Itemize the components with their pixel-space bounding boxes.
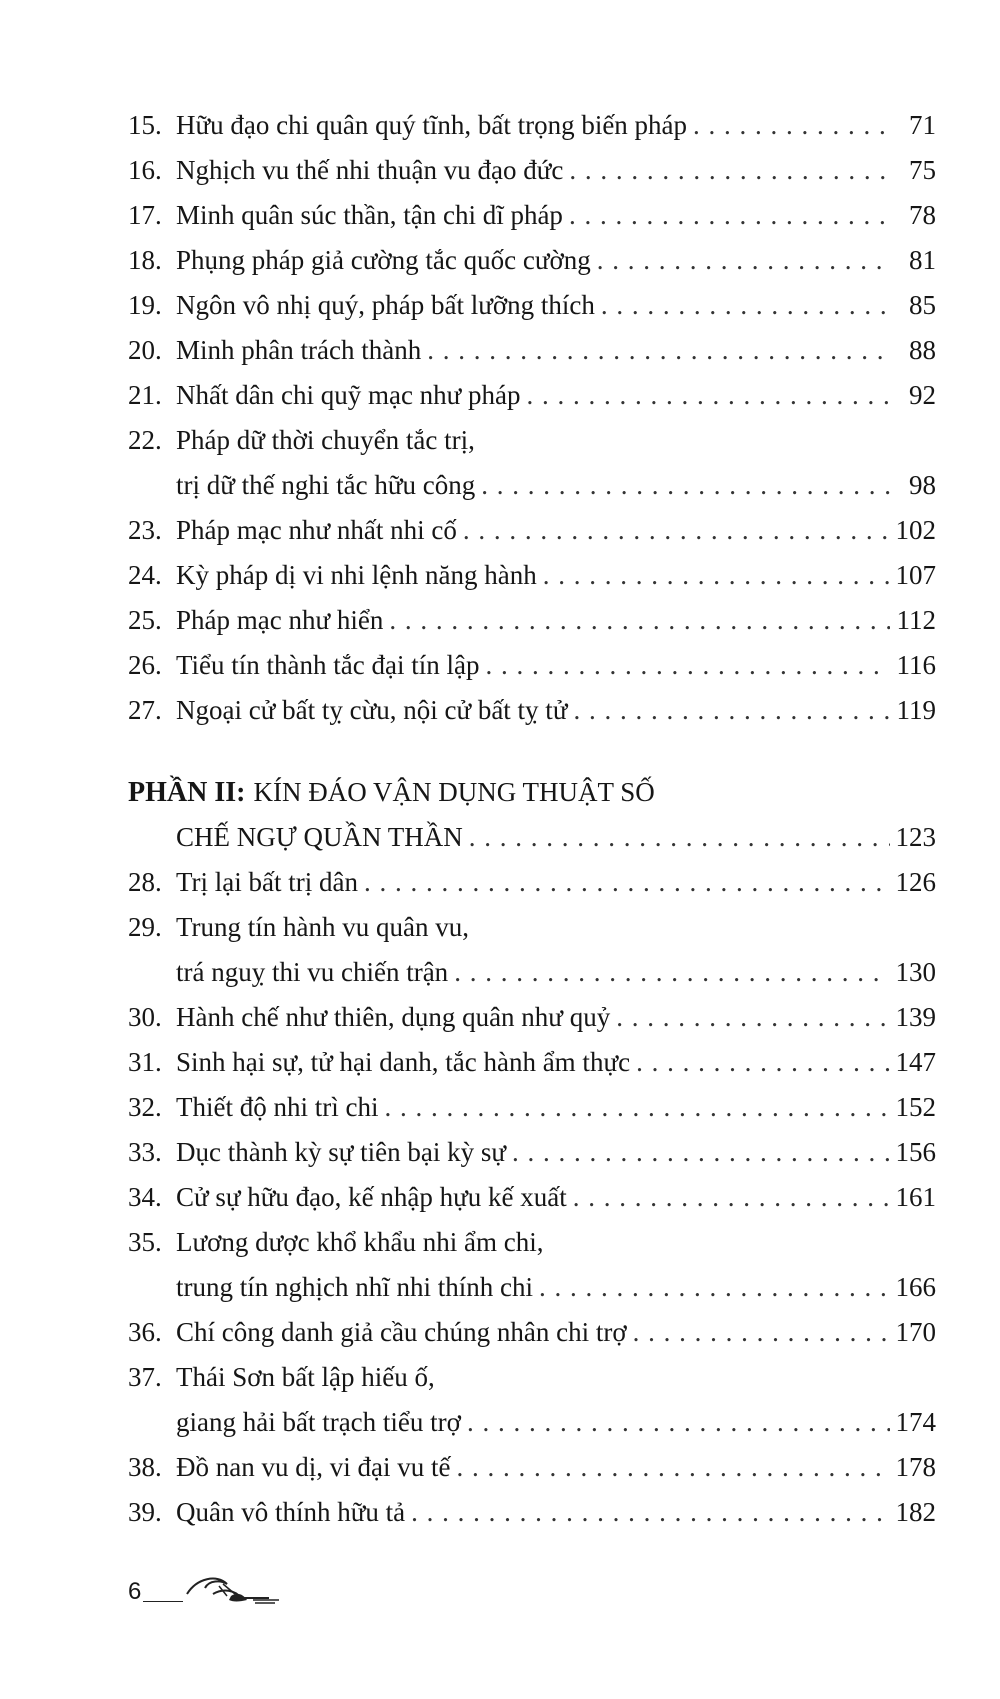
- toc-entry: [128, 912, 936, 1002]
- entry-title: Tiểu tín thành tắc đại tín lập: [176, 650, 480, 680]
- toc-entry: [128, 1362, 936, 1452]
- entry-title: Pháp mạc như hiển: [176, 605, 384, 635]
- entry-number: 37.: [128, 1362, 162, 1392]
- entry-page: 85: [909, 290, 936, 320]
- toc-entry: [128, 1497, 936, 1542]
- entry-title: Quân vô thính hữu tả: [176, 1497, 406, 1527]
- entry-number: 27.: [128, 695, 162, 725]
- entry-page: 130: [895, 957, 936, 987]
- entry-page: 139: [895, 1002, 936, 1032]
- entry-title: Pháp dữ thời chuyển tắc trị,: [176, 425, 475, 455]
- toc-entry: [128, 1002, 936, 1047]
- entry-number: 22.: [128, 425, 162, 455]
- part-label: PHẦN II:: [128, 777, 246, 808]
- entry-title: Nghịch vu thế nhi thuận vu đạo đức: [176, 155, 564, 185]
- entry-number: 30.: [128, 1002, 162, 1032]
- entry-number: 32.: [128, 1092, 162, 1122]
- entry-page: 182: [895, 1497, 936, 1527]
- entry-title: Trị lại bất trị dân: [176, 867, 358, 897]
- toc-entry: [128, 155, 936, 200]
- part-title: KÍN ĐÁO VẬN DỤNG THUẬT SỐ: [253, 777, 655, 807]
- entry-number: 17.: [128, 200, 162, 230]
- toc-group-part-two: [128, 867, 936, 1542]
- entry-page: 92: [909, 380, 936, 410]
- toc-entry: [128, 245, 936, 290]
- toc-entry: [128, 110, 936, 155]
- entry-page: 119: [896, 695, 936, 725]
- entry-page: 166: [895, 1272, 936, 1302]
- entry-number: 23.: [128, 515, 162, 545]
- page-footer: [128, 1572, 283, 1606]
- entry-page: 102: [895, 515, 936, 545]
- entry-page: 161: [895, 1182, 936, 1212]
- part-title-cont: CHẾ NGỰ QUẦN THẦN: [176, 822, 463, 852]
- toc-entry: [128, 650, 936, 695]
- toc-entry: [128, 425, 936, 515]
- decorative-ornament-icon: [183, 1572, 283, 1606]
- entry-page: 107: [895, 560, 936, 590]
- toc-entry: [128, 695, 936, 740]
- entry-page: 88: [909, 335, 936, 365]
- toc-entry: [128, 1137, 936, 1182]
- entry-title: Dục thành kỳ sự tiên bại kỳ sự: [176, 1137, 506, 1167]
- toc-entry: [128, 335, 936, 380]
- entry-number: 28.: [128, 867, 162, 897]
- entry-title: Sinh hại sự, tử hại danh, tắc hành ẩm thực: [176, 1047, 631, 1077]
- entry-title: Ngôn vô nhị quý, pháp bất lưỡng thích: [176, 290, 595, 320]
- entry-title: Kỳ pháp dị vi nhi lệnh năng hành: [176, 560, 537, 590]
- entry-title: Ngoại cử bất tỵ cừu, nội cử bất tỵ tử: [176, 695, 568, 725]
- entry-number: 15.: [128, 110, 162, 140]
- entry-page: 116: [896, 650, 936, 680]
- toc-entry: [128, 380, 936, 425]
- entry-title-cont: trung tín nghịch nhĩ nhi thính chi: [176, 1272, 533, 1302]
- entry-title: Phụng pháp giả cường tắc quốc cường: [176, 245, 591, 275]
- entry-title: Hành chế như thiên, dụng quân như quỷ: [176, 1002, 611, 1032]
- entry-page: 98: [909, 470, 936, 500]
- toc-entry: [128, 200, 936, 245]
- entry-number: 33.: [128, 1137, 162, 1167]
- entry-page: 170: [895, 1317, 936, 1347]
- entry-title: Thiết độ nhi trì chi: [176, 1092, 379, 1122]
- entry-title: Nhất dân chi quỹ mạc như pháp: [176, 380, 521, 410]
- entry-page: 178: [895, 1452, 936, 1482]
- toc-entry: [128, 290, 936, 335]
- entry-page: 147: [895, 1047, 936, 1077]
- entry-title-cont: giang hải bất trạch tiểu trợ: [176, 1407, 461, 1437]
- entry-title: Chí công danh giả cầu chúng nhân chi trợ: [176, 1317, 627, 1347]
- toc-entry: [128, 1182, 936, 1227]
- toc-entry: [128, 515, 936, 560]
- entry-title: Pháp mạc như nhất nhi cố: [176, 515, 457, 545]
- entry-page: 78: [909, 200, 936, 230]
- toc-entry: [128, 560, 936, 605]
- entry-number: 25.: [128, 605, 162, 635]
- entry-page: 112: [896, 605, 936, 635]
- part-page: 123: [895, 822, 936, 852]
- toc-entry: [128, 605, 936, 650]
- entry-number: 21.: [128, 380, 162, 410]
- part-heading: [128, 777, 936, 867]
- entry-title: Lương dược khổ khẩu nhi ẩm chi,: [176, 1227, 544, 1257]
- entry-title-cont: trá nguỵ thi vu chiến trận: [176, 957, 449, 987]
- entry-number: 20.: [128, 335, 162, 365]
- toc-entry: [128, 867, 936, 912]
- entry-title: Thái Sơn bất lập hiếu ố,: [176, 1362, 435, 1392]
- entry-number: 31.: [128, 1047, 162, 1077]
- page-number: 6: [128, 1578, 142, 1605]
- entry-page: 152: [895, 1092, 936, 1122]
- entry-number: 18.: [128, 245, 162, 275]
- entry-number: 38.: [128, 1452, 162, 1482]
- entry-number: 39.: [128, 1497, 162, 1527]
- entry-title: Trung tín hành vu quân vu,: [176, 912, 470, 942]
- entry-title: Hữu đạo chi quân quý tĩnh, bất trọng biến pháp: [176, 110, 688, 140]
- toc-group-part-one: [128, 110, 936, 740]
- entry-page: 81: [909, 245, 936, 275]
- toc-entry: [128, 1092, 936, 1137]
- entry-title: Cử sự hữu đạo, kế nhập hựu kế xuất: [176, 1182, 567, 1212]
- entry-number: 24.: [128, 560, 162, 590]
- entry-title: Minh quân súc thần, tận chi dĩ pháp: [176, 200, 563, 230]
- entry-number: 35.: [128, 1227, 162, 1257]
- entry-title-cont: trị dữ thế nghi tắc hữu công: [176, 470, 476, 500]
- entry-page: 156: [895, 1137, 936, 1167]
- toc-entry: [128, 1227, 936, 1317]
- toc-entry: [128, 1317, 936, 1362]
- entry-page: 174: [895, 1407, 936, 1437]
- entry-number: 19.: [128, 290, 162, 320]
- entry-number: 34.: [128, 1182, 162, 1212]
- entry-title: Đồ nan vu dị, vi đại vu tế: [176, 1452, 451, 1482]
- toc-entry: [128, 1047, 936, 1092]
- entry-page: 126: [895, 867, 936, 897]
- entry-page: 71: [909, 110, 936, 140]
- toc-entry: [128, 1452, 936, 1497]
- entry-number: 29.: [128, 912, 162, 942]
- entry-page: 75: [909, 155, 936, 185]
- entry-number: 16.: [128, 155, 162, 185]
- table-of-contents: [128, 110, 936, 1542]
- entry-title: Minh phân trách thành: [176, 335, 422, 365]
- entry-number: 36.: [128, 1317, 162, 1347]
- entry-number: 26.: [128, 650, 162, 680]
